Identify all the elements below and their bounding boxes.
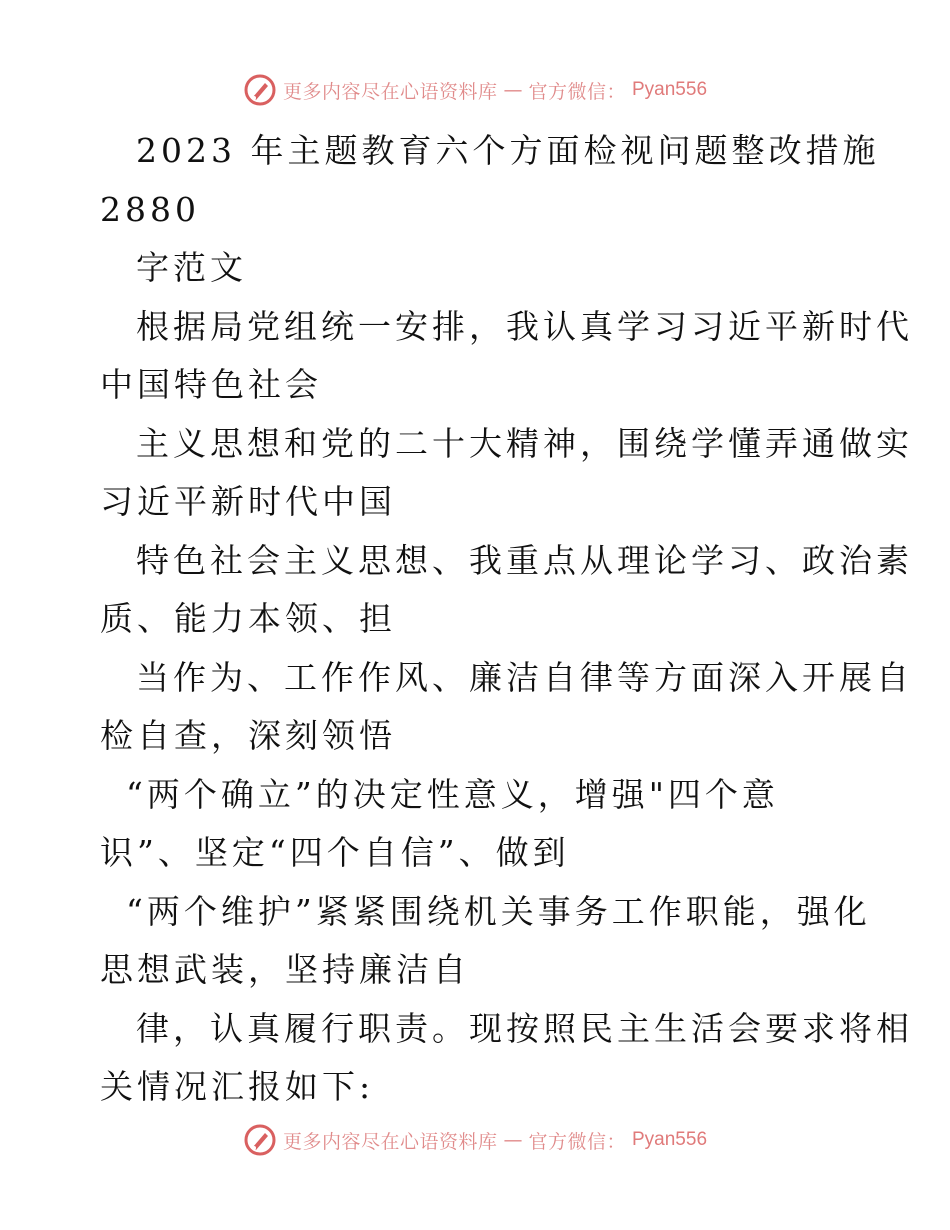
paragraph-line: 中国特色社会: [100, 365, 322, 404]
paragraph-line: 检自查，深刻领悟: [100, 716, 396, 755]
doc-title-line: 2023 年主题教育六个方面检视问题整改措施: [136, 131, 880, 170]
header-watermark: [0, 70, 950, 110]
document-body: [100, 122, 913, 1117]
pen-logo-icon: [243, 1123, 277, 1157]
paragraph-line: 关情况汇报如下:: [100, 1067, 375, 1106]
doc-title-line-3: 字范文: [136, 248, 247, 287]
paragraph-line: 当作为、工作作风、廉洁自律等方面深入开展自: [136, 657, 913, 697]
paragraph-line: “两个确立”的决定性意义，增强"四个意: [126, 774, 779, 814]
watermark-sub-text: 官方微信：: [528, 1130, 626, 1153]
paragraph-line: 律，认真履行职责。现按照民主生活会要求将相: [136, 1008, 913, 1048]
watermark-main-text: 更多内容尽在心语资料库: [282, 1130, 498, 1153]
watermark-sub-text: 官方微信：: [528, 80, 626, 103]
paragraph-line: 思想武装，坚持廉洁自: [100, 950, 470, 989]
watermark-separator: —: [503, 79, 523, 101]
paragraph-line: “两个维护”紧紧围绕机关事务工作职能，强化: [126, 891, 871, 931]
paragraph-line: 根据局党组统一安排，我认真学习习近平新时代: [136, 306, 913, 346]
watermark-brand: Pyan556: [632, 79, 708, 100]
paragraph-line: 特色社会主义思想、我重点从理论学习、政治素: [136, 540, 913, 580]
paragraph-line: 习近平新时代中国: [100, 482, 396, 521]
watermark-main-text: 更多内容尽在心语资料库: [282, 80, 498, 103]
watermark-separator: —: [503, 1129, 523, 1151]
paragraph-line: 主义思想和党的二十大精神，围绕学懂弄通做实: [136, 423, 913, 463]
paragraph-line: 识”、坚定“四个自信”、做到: [100, 833, 570, 872]
watermark-brand: Pyan556: [632, 1129, 708, 1150]
pen-logo-icon: [243, 73, 277, 107]
doc-title-line-2: 2880: [100, 189, 200, 229]
paragraph-line: 质、能力本领、担: [100, 599, 396, 638]
footer-watermark: [0, 1120, 950, 1160]
